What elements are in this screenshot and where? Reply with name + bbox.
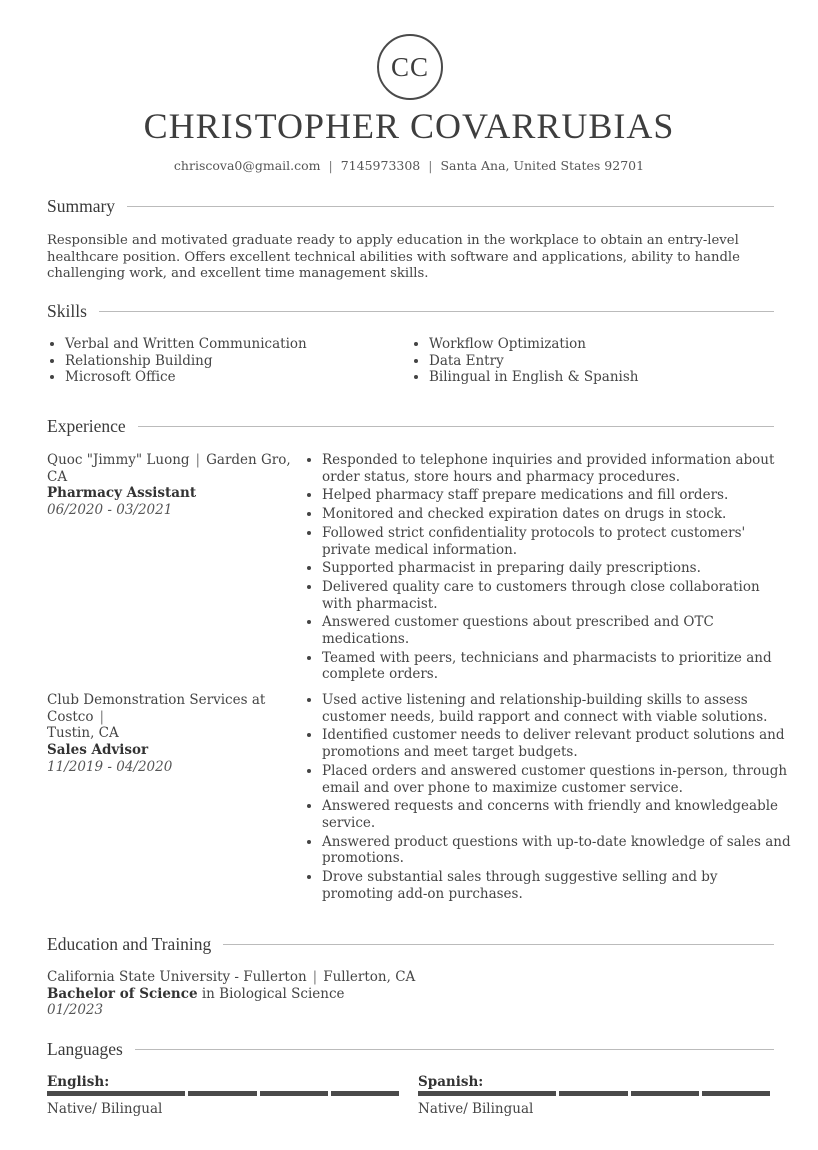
- proficiency-segment: [117, 1091, 185, 1096]
- candidate-name: CHRISTOPHER COVARRUBIAS: [143, 106, 675, 146]
- proficiency-segment: [188, 1091, 256, 1096]
- education-separator: |: [312, 969, 318, 985]
- section-heading-label: Languages: [47, 1038, 123, 1059]
- section-heading-label: Summary: [47, 195, 116, 216]
- skill-item: • Data Entry: [429, 353, 789, 370]
- language-entry-spanish: [418, 1074, 770, 1117]
- section-divider: [138, 426, 774, 427]
- contact-separator: |: [428, 158, 433, 173]
- job-location: Garden Gro, CA: [47, 452, 291, 485]
- education-school-line: [47, 969, 547, 986]
- summary-text: Responsible and motivated graduate ready to apply education in the workplace to obtain an entry-level healthcare position. Offers excellent technical abilities with software and applications, ability to handle challenging work, and excellent time management skills.: [47, 233, 740, 282]
- language-underline: [47, 1091, 117, 1096]
- section-heading-education: [47, 934, 774, 954]
- job-bullet: • Responded to telephone inquiries and provided information about order status, store hours and pharmacy procedures.: [322, 452, 792, 485]
- education-dates: 01/2023: [47, 1002, 104, 1019]
- section-heading-languages: [47, 1039, 774, 1059]
- job-bullet: • Placed orders and answered customer questions in-person, through email and over phone to maximize customer service.: [322, 763, 792, 796]
- job-bullet: • Answered customer questions about prescribed and OTC medications.: [322, 614, 792, 647]
- contact-separator: |: [328, 158, 333, 173]
- section-heading-summary: [47, 196, 774, 216]
- language-level: Native/ Bilingual: [418, 1101, 534, 1117]
- education-degree: Bachelor of Science: [47, 985, 198, 1002]
- education-school: California State University - Fullerton: [47, 969, 307, 985]
- language-proficiency-bar: [488, 1091, 770, 1096]
- section-heading-skills: [47, 301, 774, 321]
- job-bullet: • Followed strict confidentiality protocols to protect customers' private medical information.: [322, 525, 792, 558]
- job-bullet: • Drove substantial sales through suggestive selling and by promoting add-on purchases.: [322, 869, 792, 902]
- education-entry: [47, 969, 547, 1019]
- monogram-badge: [377, 34, 443, 100]
- job-bullet: • Answered product questions with up-to-date knowledge of sales and promotions.: [322, 834, 792, 867]
- section-divider: [127, 206, 774, 207]
- job-employer-line: [47, 692, 307, 742]
- proficiency-segment: [631, 1091, 699, 1096]
- job-bullet: • Delivered quality care to customers through close collaboration with pharmacist.: [322, 579, 792, 612]
- skill-item: • Workflow Optimization: [429, 336, 789, 353]
- job-employer: Quoc "Jimmy" Luong: [47, 452, 190, 468]
- job-bullet: • Supported pharmacist in preparing daily prescriptions.: [322, 560, 792, 577]
- language-proficiency-bar: [117, 1091, 399, 1096]
- job-bullet: • Helped pharmacy staff prepare medications and fill orders.: [322, 487, 792, 504]
- section-heading-label: Skills: [47, 300, 87, 321]
- language-underline: [418, 1091, 488, 1096]
- contact-line: [0, 157, 818, 175]
- language-level: Native/ Bilingual: [47, 1101, 163, 1117]
- section-divider: [135, 1049, 774, 1050]
- job-dates: 06/2020 - 03/2021: [47, 502, 173, 519]
- job-separator: |: [195, 452, 201, 468]
- education-degree-line: [47, 986, 547, 1003]
- proficiency-segment: [260, 1091, 328, 1096]
- contact-phone: 7145973308: [340, 158, 421, 173]
- job-separator: |: [99, 708, 105, 725]
- skill-item: • Bilingual in English & Spanish: [429, 369, 789, 386]
- education-location: Fullerton, CA: [323, 969, 416, 985]
- section-heading-experience: [47, 416, 774, 436]
- proficiency-segment: [331, 1091, 399, 1096]
- language-name: English:: [47, 1074, 110, 1090]
- section-divider: [223, 944, 774, 945]
- skill-item: • Verbal and Written Communication: [65, 336, 405, 353]
- contact-location: Santa Ana, United States 92701: [440, 158, 645, 173]
- contact-email: chriscova0@gmail.com: [173, 158, 321, 173]
- proficiency-segment: [702, 1091, 770, 1096]
- job-bullets: [304, 692, 792, 904]
- language-entry-english: [47, 1074, 399, 1117]
- section-divider: [99, 311, 774, 312]
- education-field: in Biological Science: [201, 985, 345, 1002]
- skills-list-left: [47, 336, 405, 386]
- job-bullet: • Teamed with peers, technicians and pharmacists to prioritize and complete orders.: [322, 650, 792, 683]
- job-location: Tustin, CA: [47, 725, 119, 742]
- skill-item: • Microsoft Office: [65, 369, 405, 386]
- job-bullet: • Identified customer needs to deliver relevant product solutions and promotions and meet target budgets.: [322, 727, 792, 760]
- section-heading-label: Experience: [47, 415, 126, 436]
- language-name: Spanish:: [418, 1074, 484, 1090]
- proficiency-segment: [488, 1091, 556, 1096]
- job-employer-line: [47, 452, 307, 485]
- job-title: Pharmacy Assistant: [47, 485, 197, 502]
- job-meta: [47, 452, 307, 519]
- job-bullets: [304, 452, 792, 685]
- job-bullet: • Used active listening and relationship-building skills to assess customer needs, build rapport and connect with viable solutions.: [322, 692, 792, 725]
- section-heading-label: Education and Training: [47, 933, 212, 954]
- job-bullet: • Monitored and checked expiration dates on drugs in stock.: [322, 506, 792, 523]
- monogram-initials: CC: [390, 51, 430, 82]
- job-bullet: • Answered requests and concerns with friendly and knowledgeable service.: [322, 798, 792, 831]
- skill-item: • Relationship Building: [65, 353, 405, 370]
- skills-list-right: [411, 336, 789, 386]
- job-employer: Club Demonstration Services at Costco: [47, 692, 266, 725]
- job-dates: 11/2019 - 04/2020: [47, 758, 173, 775]
- job-meta: [47, 692, 307, 776]
- proficiency-segment: [559, 1091, 627, 1096]
- job-title: Sales Advisor: [47, 742, 149, 759]
